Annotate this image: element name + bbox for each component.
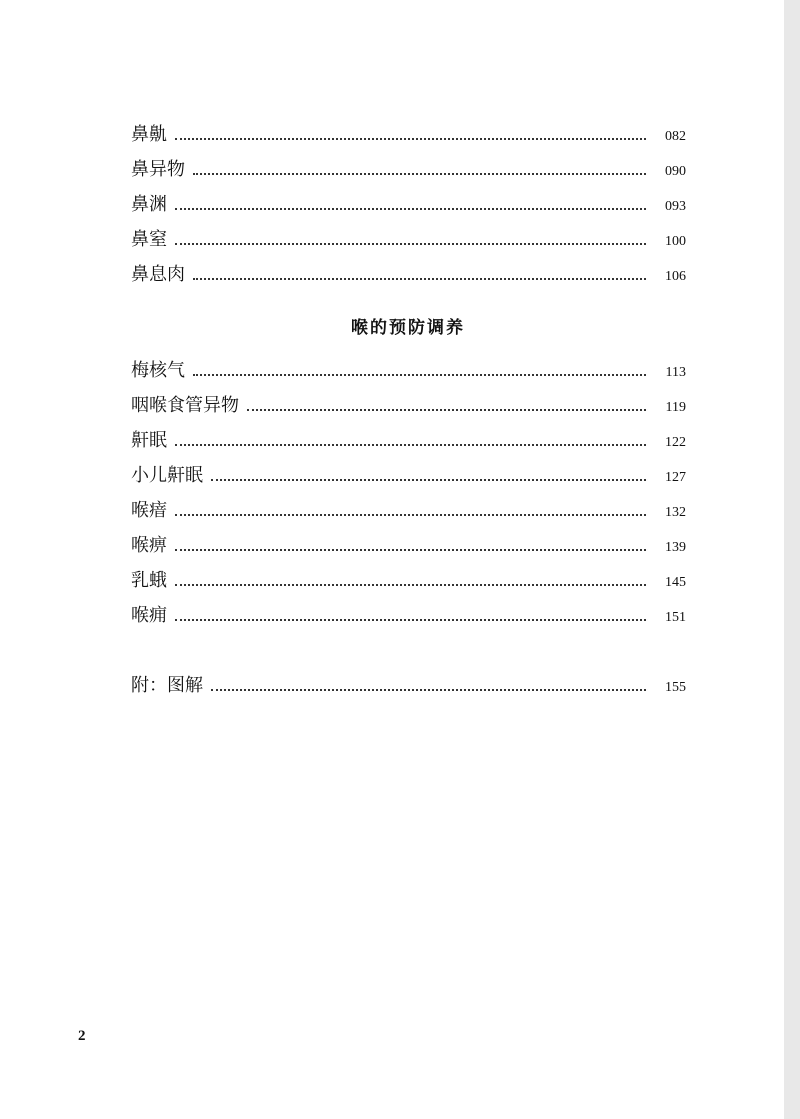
toc-entry-page: 122 [665, 435, 686, 450]
toc-entry-biyiwu[interactable] [131, 155, 686, 181]
toc-entry-title: 喉痹 [131, 535, 167, 556]
toc-entry-title: 咽喉食管异物 [131, 395, 239, 416]
dot-leader [175, 207, 646, 210]
toc-entry-title: 鼻异物 [131, 159, 185, 180]
toc-entry-bizhi[interactable] [131, 225, 686, 251]
toc-entry-title: 喉瘖 [131, 500, 167, 521]
toc-entry-title: 小儿鼾眠 [131, 465, 203, 486]
toc-entry-yanhou-shiguan-yiwu[interactable] [131, 391, 686, 417]
dot-leader [175, 443, 646, 446]
toc-entry-rue[interactable] [131, 566, 686, 592]
toc-entry-title: 喉痈 [131, 605, 167, 626]
toc-entry-page: 119 [665, 400, 686, 415]
dot-leader [175, 242, 646, 245]
toc-entry-page: 132 [665, 505, 686, 520]
toc-entry-houbi[interactable] [131, 531, 686, 557]
toc-entry-bixirou[interactable] [131, 260, 686, 286]
dot-leader [211, 688, 646, 691]
toc-entry-page: 151 [665, 610, 686, 625]
toc-entry-title: 乳蛾 [131, 570, 167, 591]
dot-leader [211, 478, 646, 481]
dot-leader [175, 583, 646, 586]
toc-entry-title: 鼻窒 [131, 229, 167, 250]
toc-entry-page: 113 [665, 365, 686, 380]
toc-entry-biyuan[interactable] [131, 190, 686, 216]
toc-entry-page: 093 [665, 199, 686, 214]
dot-leader [193, 277, 646, 280]
dot-leader [175, 137, 646, 140]
toc-entry-houyong[interactable] [131, 601, 686, 627]
dot-leader [175, 513, 646, 516]
toc-entry-title: 梅核气 [131, 360, 185, 381]
toc-entry-hanmian[interactable] [131, 426, 686, 452]
toc-entry-title: 鼻鼽 [131, 124, 167, 145]
dot-leader [175, 548, 646, 551]
toc-entry-title: 鼻渊 [131, 194, 167, 215]
page-number: 2 [78, 1028, 86, 1044]
toc-entry-appendix[interactable] [131, 671, 686, 697]
section-heading: 喉的预防调养 [351, 318, 465, 338]
dot-leader [175, 618, 646, 621]
dot-leader [193, 172, 646, 175]
toc-entry-biqiu[interactable] [131, 120, 686, 146]
dot-leader [247, 408, 646, 411]
toc-entry-page: 145 [665, 575, 686, 590]
toc-entry-page: 106 [665, 269, 686, 284]
toc-entry-xiaoer-hanmian[interactable] [131, 461, 686, 487]
dot-leader [193, 373, 646, 376]
page-edge-shadow [784, 0, 800, 1119]
toc-entry-page: 139 [665, 540, 686, 555]
toc-entry-title: 附：图解 [131, 675, 203, 696]
toc-entry-page: 100 [665, 234, 686, 249]
toc-entry-title: 鼻息肉 [131, 264, 185, 285]
toc-entry-houyin[interactable] [131, 496, 686, 522]
toc-entry-title: 鼾眠 [131, 430, 167, 451]
toc-entry-page: 082 [665, 129, 686, 144]
toc-entry-page: 155 [665, 680, 686, 695]
toc-entry-page: 090 [665, 164, 686, 179]
toc-entry-page: 127 [665, 470, 686, 485]
toc-entry-meiheqi[interactable] [131, 356, 686, 382]
